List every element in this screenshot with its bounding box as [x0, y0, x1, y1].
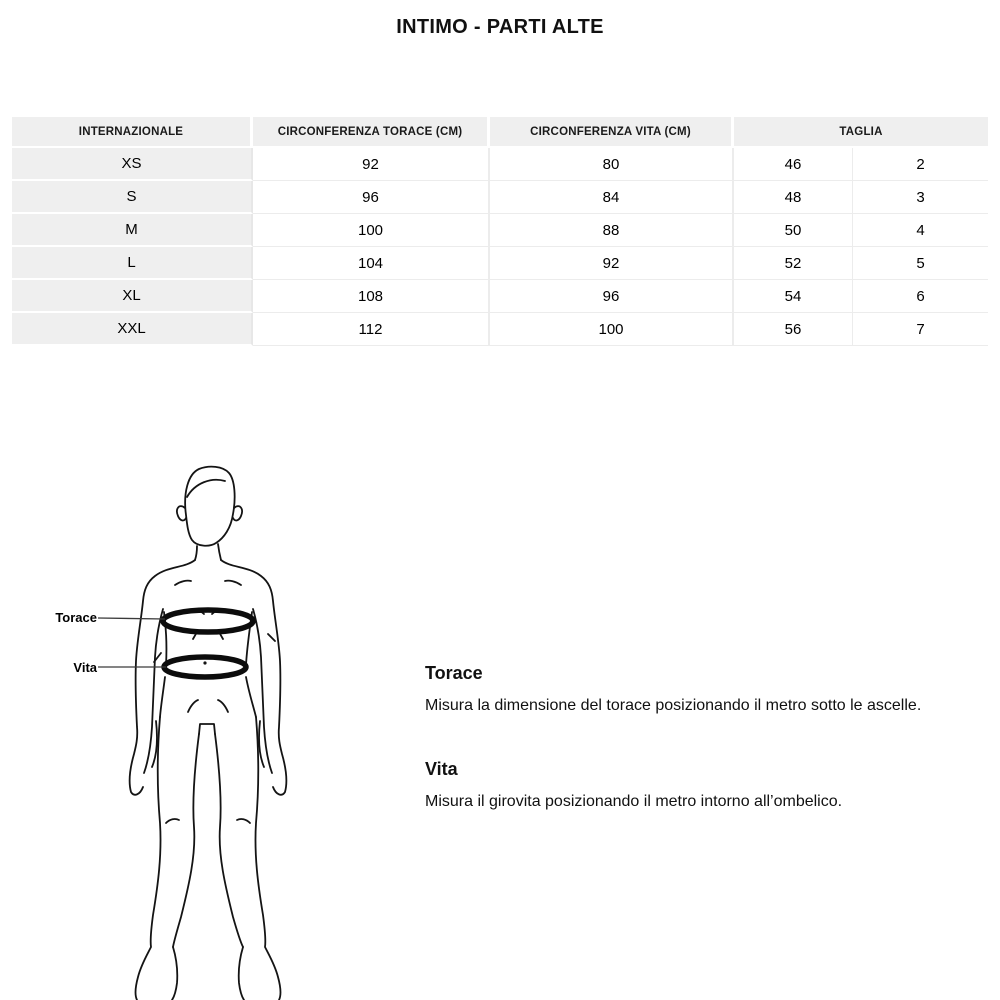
cell-size-alt: 5 — [853, 247, 988, 280]
cell-waist: 92 — [490, 247, 734, 280]
cell-size-it: 50 — [734, 214, 853, 247]
table-row — [12, 214, 988, 247]
navel-dot — [203, 661, 206, 664]
table-header-row — [12, 117, 988, 148]
cell-chest: 96 — [253, 181, 490, 214]
col-header-size: TAGLIA — [734, 117, 988, 148]
table-row — [12, 148, 988, 181]
cell-size-it: 52 — [734, 247, 853, 280]
cell-international: XXL — [12, 313, 253, 346]
cell-size-alt: 6 — [853, 280, 988, 313]
cell-chest: 112 — [253, 313, 490, 346]
diagram-chest-label: Torace — [55, 610, 97, 625]
table-row — [12, 181, 988, 214]
size-table — [12, 117, 988, 346]
cell-chest: 108 — [253, 280, 490, 313]
page-title: INTIMO - PARTI ALTE — [396, 16, 604, 38]
cell-international: L — [12, 247, 253, 280]
chest-band — [163, 610, 253, 632]
cell-international: XL — [12, 280, 253, 313]
cell-waist: 84 — [490, 181, 734, 214]
cell-international: S — [12, 181, 253, 214]
cell-size-alt: 4 — [853, 214, 988, 247]
body-figure-illustration — [130, 467, 287, 1000]
cell-chest: 92 — [253, 148, 490, 181]
cell-waist: 96 — [490, 280, 734, 313]
cell-waist: 100 — [490, 313, 734, 346]
cell-international: XS — [12, 148, 253, 181]
waist-instruction-text: Misura il girovita posizionando il metro intorno all’ombelico. — [425, 793, 843, 810]
cell-size-alt: 2 — [853, 148, 988, 181]
cell-size-alt: 7 — [853, 313, 988, 346]
table-row — [12, 247, 988, 280]
diagram-waist-label: Vita — [73, 660, 97, 675]
waist-band — [164, 657, 246, 677]
col-header-waist: CIRCONFERENZA VITA (CM) — [490, 117, 734, 148]
waist-instruction-title: Vita — [425, 759, 458, 779]
chest-leader-line — [98, 618, 165, 619]
cell-waist: 80 — [490, 148, 734, 181]
table-row — [12, 280, 988, 313]
chest-instruction-text: Misura la dimensione del torace posizionando il metro sotto le ascelle. — [425, 697, 922, 714]
body-measurement-figure — [25, 455, 305, 1000]
col-header-international: INTERNAZIONALE — [12, 117, 253, 148]
cell-international: M — [12, 214, 253, 247]
measurement-instructions — [425, 662, 973, 812]
cell-chest: 104 — [253, 247, 490, 280]
cell-size-it: 46 — [734, 148, 853, 181]
col-header-chest: CIRCONFERENZA TORACE (CM) — [253, 117, 490, 148]
cell-chest: 100 — [253, 214, 490, 247]
cell-size-it: 48 — [734, 181, 853, 214]
cell-size-it: 54 — [734, 280, 853, 313]
table-row — [12, 313, 988, 346]
cell-waist: 88 — [490, 214, 734, 247]
cell-size-alt: 3 — [853, 181, 988, 214]
chest-instruction-title: Torace — [425, 663, 483, 683]
cell-size-it: 56 — [734, 313, 853, 346]
